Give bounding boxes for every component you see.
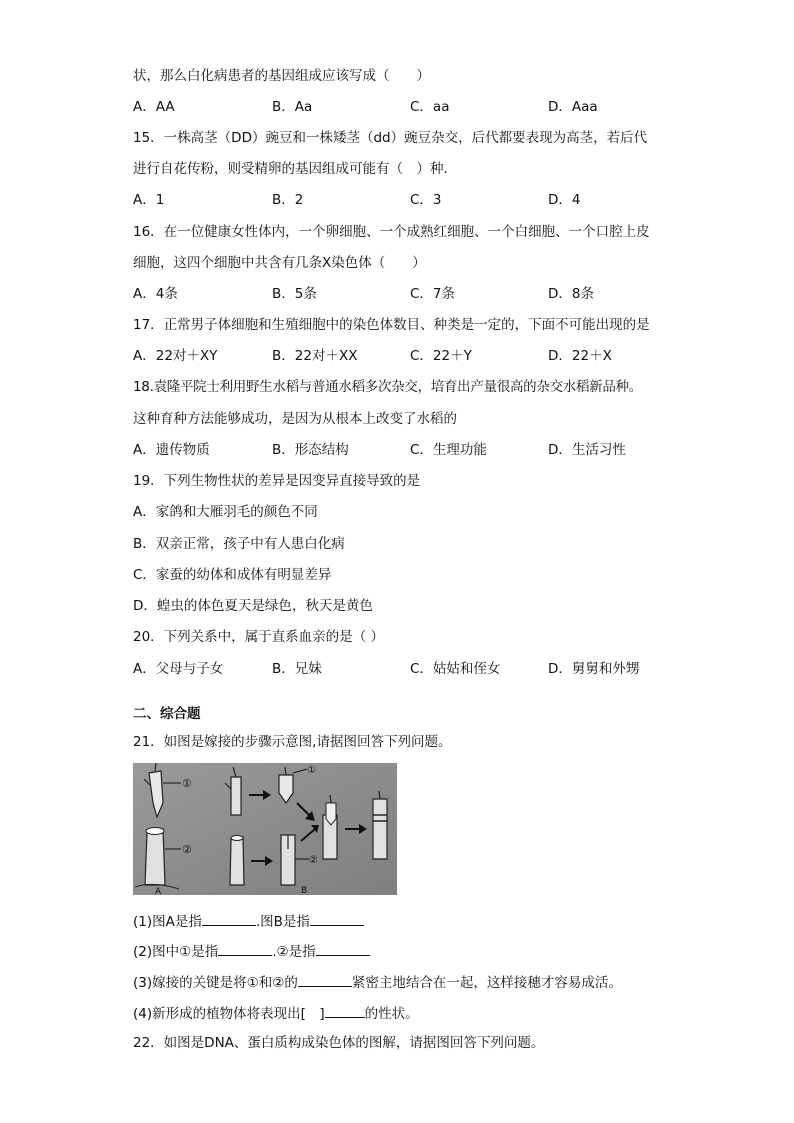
q21-sub2-part2: .②是指: [272, 944, 316, 960]
q15-stem-line2: 进行自花传粉，则受精卵的基因组成可能有（ ）种.: [133, 161, 448, 177]
q17-option-a: A．22对＋XY: [133, 348, 218, 364]
q16-option-a: A．4条: [133, 286, 178, 302]
answer-blank: [325, 1003, 365, 1018]
q18-stem-line2: 这种育种方法能够成功，是因为从根本上改变了水稻的: [133, 411, 457, 427]
q15-option-d: D．4: [548, 192, 581, 208]
grafting-figure: [133, 763, 397, 895]
figure-label-2: ②: [182, 843, 192, 856]
stock-b2-icon: [281, 835, 295, 885]
q14-option-d: D．Aaa: [548, 99, 598, 115]
q20-option-c: C．姑姑和侄女: [410, 661, 501, 677]
q15-option-b: B．2: [272, 192, 304, 208]
figure-label-b: B: [301, 886, 308, 895]
section-heading: 二、综合题: [133, 706, 201, 722]
q16-stem-line2: 细胞，这四个细胞中共含有几条X染色体（ ）: [133, 255, 426, 271]
q21-sub3: [133, 972, 622, 992]
q20-option-b: B．兄妹: [272, 661, 322, 677]
answer-blank: [218, 941, 272, 956]
q20-stem: 20．下列关系中，属于直系血亲的是（ ）: [133, 629, 384, 645]
q20-option-d: D．舅舅和外甥: [548, 661, 640, 677]
q21-sub4: [133, 1003, 419, 1023]
q14-option-c: C．aa: [410, 99, 450, 115]
q16-option-b: B．5条: [272, 286, 317, 302]
q18-option-a: A．遗传物质: [133, 442, 210, 458]
q16-stem-line1: 16．在一位健康女性体内，一个卵细胞、一个成熟红细胞、一个白细胞、一个口腔上皮: [133, 224, 650, 240]
q21-sub2-part1: (2)图中①是指: [133, 944, 219, 960]
figure-label-1: ①: [182, 777, 192, 790]
q21-sub4-part1: (4)新形成的植物体将表现出[ ]: [133, 1006, 325, 1022]
q15-option-a: A．1: [133, 192, 165, 208]
q17-option-c: C．22＋Y: [410, 348, 472, 364]
q21-sub2: [133, 941, 370, 961]
q21-sub4-part2: 的性状。: [364, 1006, 419, 1022]
q17-option-b: B．22对＋XX: [272, 348, 358, 364]
q19-stem: 19．下列生物性状的差异是因变异直接导致的是: [133, 473, 421, 489]
answer-blank: [298, 972, 352, 987]
answer-blank: [202, 911, 256, 926]
q15-option-c: C．3: [410, 192, 442, 208]
q14-option-b: B．Aa: [272, 99, 313, 115]
q19-option-b: B．双亲正常，孩子中有人患白化病: [133, 536, 345, 552]
q17-option-d: D．22＋X: [548, 348, 612, 364]
q16-option-d: D．8条: [548, 286, 594, 302]
q18-option-c: C．生理功能: [410, 442, 487, 458]
q22-stem: 22．如图是DNA、蛋白质构成染色体的图解，请据图回答下列问题。: [133, 1035, 545, 1051]
q18-stem-line1: 18.袁隆平院士利用野生水稻与普通水稻多次杂交，培育出产量很高的杂交水稻新品种。: [133, 379, 642, 395]
q19-option-c: C．家蚕的幼体和成体有明显差异: [133, 567, 332, 583]
figure-label-a: A: [155, 887, 162, 895]
q21-sub1-part2: .图B是指: [255, 914, 310, 930]
q18-option-b: B．形态结构: [272, 442, 349, 458]
q19-option-d: D．蝗虫的体色夏天是绿色，秋天是黄色: [133, 598, 373, 614]
q20-option-a: A．父母与子女: [133, 661, 224, 677]
q21-sub3-part1: (3)嫁接的关键是将①和②的: [133, 975, 298, 991]
stock-b1-icon: [230, 836, 244, 886]
figure-label-1: ①: [307, 765, 316, 776]
q21-sub1-part1: (1)图A是指: [133, 914, 202, 930]
q15-stem-line1: 15．一株高茎（DD）豌豆和一株矮茎（dd）豌豆杂交，后代都要表现为高茎，若后代: [133, 130, 648, 146]
q18-option-d: D．生活习性: [548, 442, 626, 458]
answer-blank: [316, 941, 370, 956]
q21-sub1: [133, 911, 364, 931]
q21-stem: 21．如图是嫁接的步骤示意图,请据图回答下列问题。: [133, 734, 452, 750]
q16-option-c: C．7条: [410, 286, 456, 302]
answer-blank: [310, 911, 364, 926]
figure-label-2: ②: [309, 855, 318, 866]
q14-stem-tail: 状，那么白化病患者的基因组成应该写成（ ）: [133, 68, 430, 84]
grafted-stem-2-icon: [373, 791, 387, 859]
q19-option-a: A．家鸽和大雁羽毛的颜色不同: [133, 504, 318, 520]
q21-sub3-part2: 紧密主地结合在一起，这样接穗才容易成活。: [351, 975, 622, 991]
q17-stem: 17．正常男子体细胞和生殖细胞中的染色体数目、种类是一定的，下面不可能出现的是: [133, 317, 650, 333]
q14-option-a: A．AA: [133, 99, 175, 115]
